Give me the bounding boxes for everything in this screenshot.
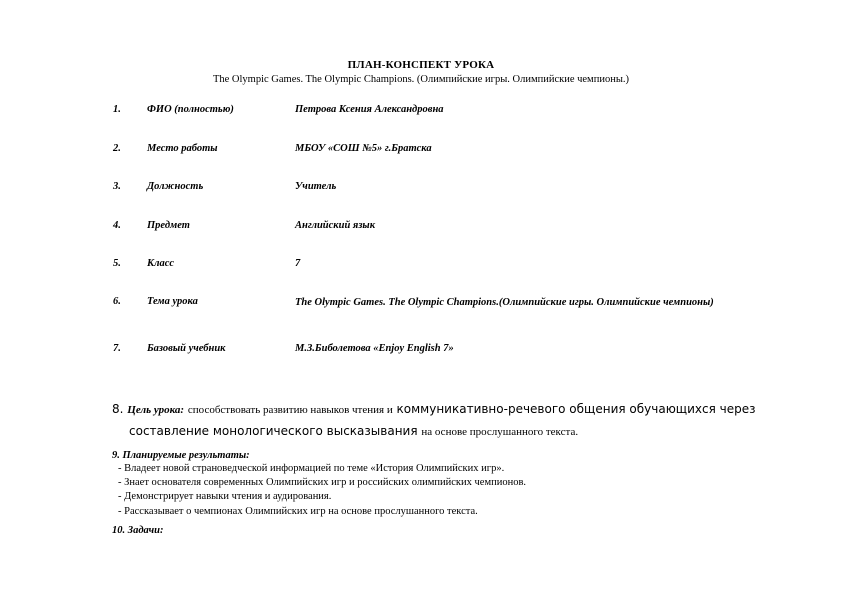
row-number: 6. (113, 296, 121, 307)
row-value-fio: Петрова Ксения Александровна (295, 104, 444, 115)
row-number: 1. (113, 104, 121, 115)
result-item: - Демонстрирует навыки чтения и аудирования. (118, 491, 332, 502)
goal-text-a: способствовать развитию навыков чтения и (187, 404, 393, 416)
goal-line-1 (112, 402, 755, 416)
row-number: 7. (113, 343, 121, 354)
row-label-topic: Тема урока (147, 296, 198, 307)
page-title: ПЛАН-КОНСПЕКТ УРОКА (347, 59, 495, 71)
row-label-position: Должность (147, 181, 204, 192)
goal-text-d: на основе прослушанного текста. (421, 426, 579, 438)
row-value-position: Учитель (295, 181, 337, 192)
row-label-fio: ФИО (полностью) (147, 104, 234, 115)
row-number: 4. (113, 220, 121, 231)
result-item: - Знает основателя современных Олимпийских игр и российских олимпийских чемпионов. (118, 477, 527, 488)
row-value-subject: Английский язык (295, 220, 376, 231)
row-value-textbook: М.З.Биболетова «Enjoy English 7» (295, 343, 454, 354)
row-number: 5. (113, 258, 121, 269)
row-value-topic: The Olympic Games. The Olympic Champions.(Олимпийские игры. Олимпийские чемпионы) (295, 297, 714, 308)
goal-text-b: коммуникативно-речевого общения обучающихся через (396, 402, 756, 416)
result-item: - Рассказывает о чемпионах Олимпийских игр на основе прослушанного текста. (118, 506, 478, 517)
row-label-class: Класс (147, 258, 175, 269)
goal-number: 8. (112, 402, 124, 416)
results-heading: 9. Планируемые результаты: (112, 450, 250, 461)
row-number: 3. (113, 181, 121, 192)
row-label-subject: Предмет (147, 220, 190, 231)
goal-line-2 (129, 424, 578, 438)
row-number: 2. (113, 143, 121, 154)
row-value-class: 7 (295, 258, 301, 269)
row-value-workplace: МБОУ «СОШ №5» г.Братска (295, 143, 432, 154)
tasks-heading: 10. Задачи: (112, 525, 164, 536)
row-label-textbook: Базовый учебник (147, 343, 226, 354)
goal-text-c: составление монологического высказывания (129, 424, 418, 438)
page-subtitle: The Olympic Games. The Olympic Champions. (Олимпийские игры. Олимпийские чемпионы.) (212, 74, 629, 85)
goal-label: Цель урока: (127, 404, 185, 416)
result-item: - Владеет новой страноведческой информацией по теме «История Олимпийских игр». (118, 463, 505, 474)
row-label-workplace: Место работы (147, 143, 218, 154)
